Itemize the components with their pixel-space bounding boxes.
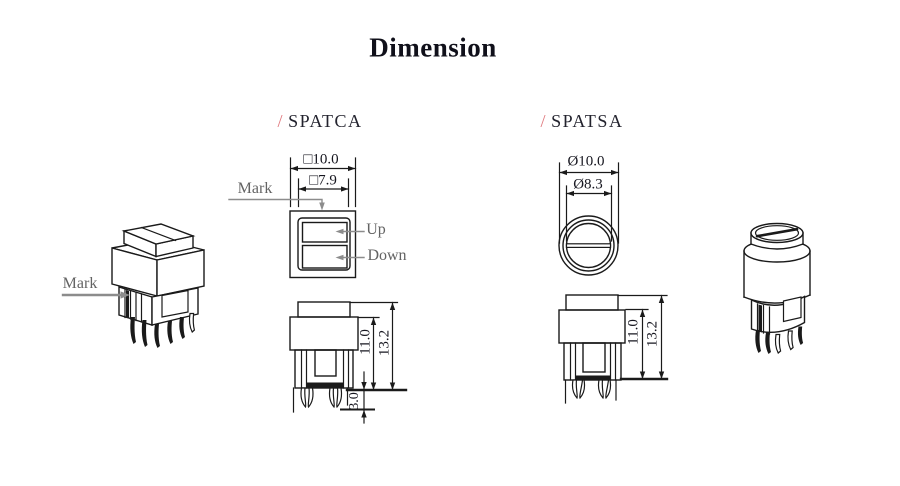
spatca-inner-dimension-label: □7.9 <box>309 172 337 189</box>
spatca-slash-accent: / <box>277 111 285 131</box>
spatca-outer-dimension-label: □10.0 <box>303 151 339 168</box>
spatsa-inner-dimension-label: Ø8.3 <box>573 176 603 193</box>
down-label: Down <box>367 247 407 264</box>
spatca-isometric-view <box>112 224 204 348</box>
spatsa-body-height-label: 11.0 <box>625 319 642 345</box>
spatca-top-view <box>290 211 356 278</box>
spatca-name: SPATCA <box>288 111 363 131</box>
spatca-pin-length-label: 3.0 <box>347 392 362 410</box>
page-title: Dimension <box>369 32 497 63</box>
iso-mark-label: Mark <box>62 275 98 292</box>
spatsa-total-height-label: 13.2 <box>644 320 661 348</box>
spatsa-slash-accent: / <box>540 111 548 131</box>
spatsa-name: SPATSA <box>551 111 624 131</box>
spatsa-top-view <box>559 216 618 275</box>
spatsa-isometric-view <box>744 224 810 355</box>
spatsa-section-label <box>541 112 624 130</box>
mark-leader-arrow <box>229 200 325 211</box>
spatsa-outer-dimension-label: Ø10.0 <box>567 153 605 170</box>
spatsa-side-view <box>559 295 625 403</box>
spatca-total-height-label: 13.2 <box>376 329 393 357</box>
spatca-body-height-label: 11.0 <box>357 329 374 355</box>
spatca-mark-label: Mark <box>237 180 273 197</box>
up-label: Up <box>366 221 386 238</box>
spatca-section-label <box>278 112 363 130</box>
